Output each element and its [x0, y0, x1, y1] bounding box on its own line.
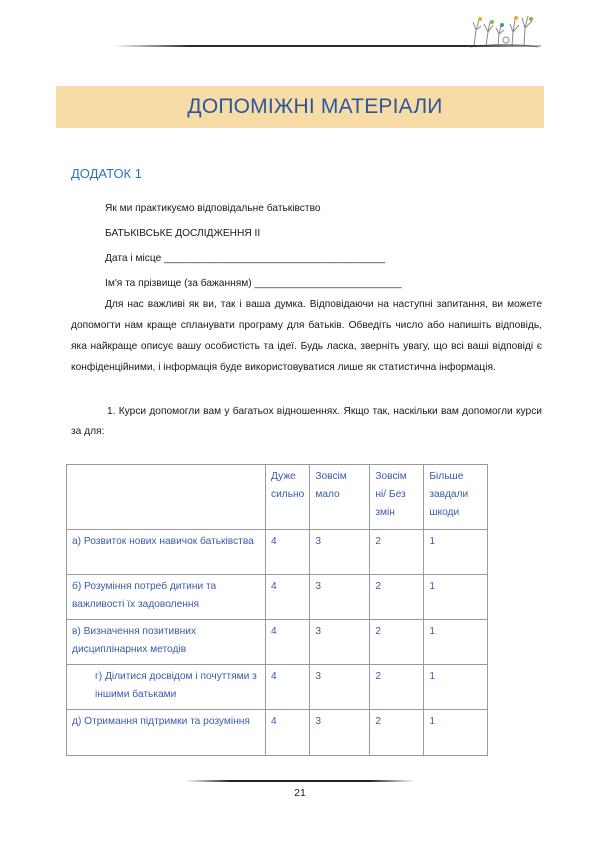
- rating-cell[interactable]: 4: [266, 575, 310, 620]
- raised-hands-icon: [468, 10, 540, 48]
- rating-cell[interactable]: 3: [310, 710, 370, 756]
- rating-cell[interactable]: 1: [424, 710, 488, 756]
- intro-paragraph: Для нас важливі як ви, так і ваша думка. Відповідаючи на наступні запитання, ви можете допомогти нам краще спланувати програму для батьків. Обведіть число або напишіть відповідь, яка найкраще описує вашу особистість та ідеї. Будь ласка, зверніть увагу, що всі ваші відповіді є конфіденційними, і інформація буде використовуватися лише як статистична інформація.: [71, 299, 542, 373]
- rating-cell[interactable]: 1: [424, 620, 488, 665]
- form-subtitle: Як ми практикуємо відповідальне батьківство: [105, 203, 321, 214]
- rating-cell[interactable]: 4: [266, 620, 310, 665]
- table-header: Зовсім ні/ Без змін: [370, 465, 424, 530]
- rating-cell[interactable]: 4: [266, 710, 310, 756]
- rating-cell[interactable]: 2: [370, 575, 424, 620]
- rating-cell[interactable]: 2: [370, 665, 424, 710]
- survey-title: БАТЬКІВСЬКЕ ДОСЛІДЖЕННЯ II: [105, 228, 261, 239]
- table-row: [67, 575, 488, 620]
- row-label: в) Визначення позитивних дисциплінарних методів: [67, 620, 266, 665]
- footer-rule: [185, 780, 415, 782]
- table-header: Дуже сильно: [266, 465, 310, 530]
- survey-table: [66, 464, 488, 756]
- table-header: Більше завдали шкоди: [424, 465, 488, 530]
- table-header-row: [67, 465, 488, 530]
- date-place-field: Дата і місце _______________________________________: [105, 253, 386, 264]
- page-title: ДОПОМІЖНІ МАТЕРІАЛИ: [187, 95, 443, 118]
- rating-cell[interactable]: 2: [370, 530, 424, 575]
- appendix-heading: ДОДАТОК 1: [71, 166, 142, 181]
- rating-cell[interactable]: 1: [424, 575, 488, 620]
- row-label: г) Ділитися досвідом і почуттями з іншими батьками: [67, 665, 266, 710]
- rating-cell[interactable]: 3: [310, 530, 370, 575]
- row-label: б) Розуміння потреб дитини та важливості їх задоволення: [67, 575, 266, 620]
- table-row: [67, 710, 488, 756]
- table-header-empty: [67, 465, 266, 530]
- rating-cell[interactable]: 1: [424, 665, 488, 710]
- rating-cell[interactable]: 2: [370, 620, 424, 665]
- rating-cell[interactable]: 4: [266, 665, 310, 710]
- table-header: Зовсім мало: [310, 465, 370, 530]
- rating-cell[interactable]: 1: [424, 530, 488, 575]
- rating-cell[interactable]: 4: [266, 530, 310, 575]
- table-row: [67, 620, 488, 665]
- rating-cell[interactable]: 3: [310, 575, 370, 620]
- rating-cell[interactable]: 3: [310, 665, 370, 710]
- title-banner: [56, 86, 544, 128]
- header-rule: [113, 45, 541, 47]
- row-label: д) Отримання підтримки та розуміння: [67, 710, 266, 756]
- row-label: а) Розвиток нових навичок батьківства: [67, 530, 266, 575]
- table-row: [67, 530, 488, 575]
- rating-cell[interactable]: 2: [370, 710, 424, 756]
- name-field: Ім'я та прізвище (за бажанням) __________________________: [105, 278, 402, 289]
- rating-cell[interactable]: 3: [310, 620, 370, 665]
- question-1: 1. Курси допомогли вам у багатьох відношеннях. Якщо так, наскільки вам допомогли курси за для:: [71, 406, 542, 437]
- page-number: 21: [294, 787, 306, 799]
- table-row: [67, 665, 488, 710]
